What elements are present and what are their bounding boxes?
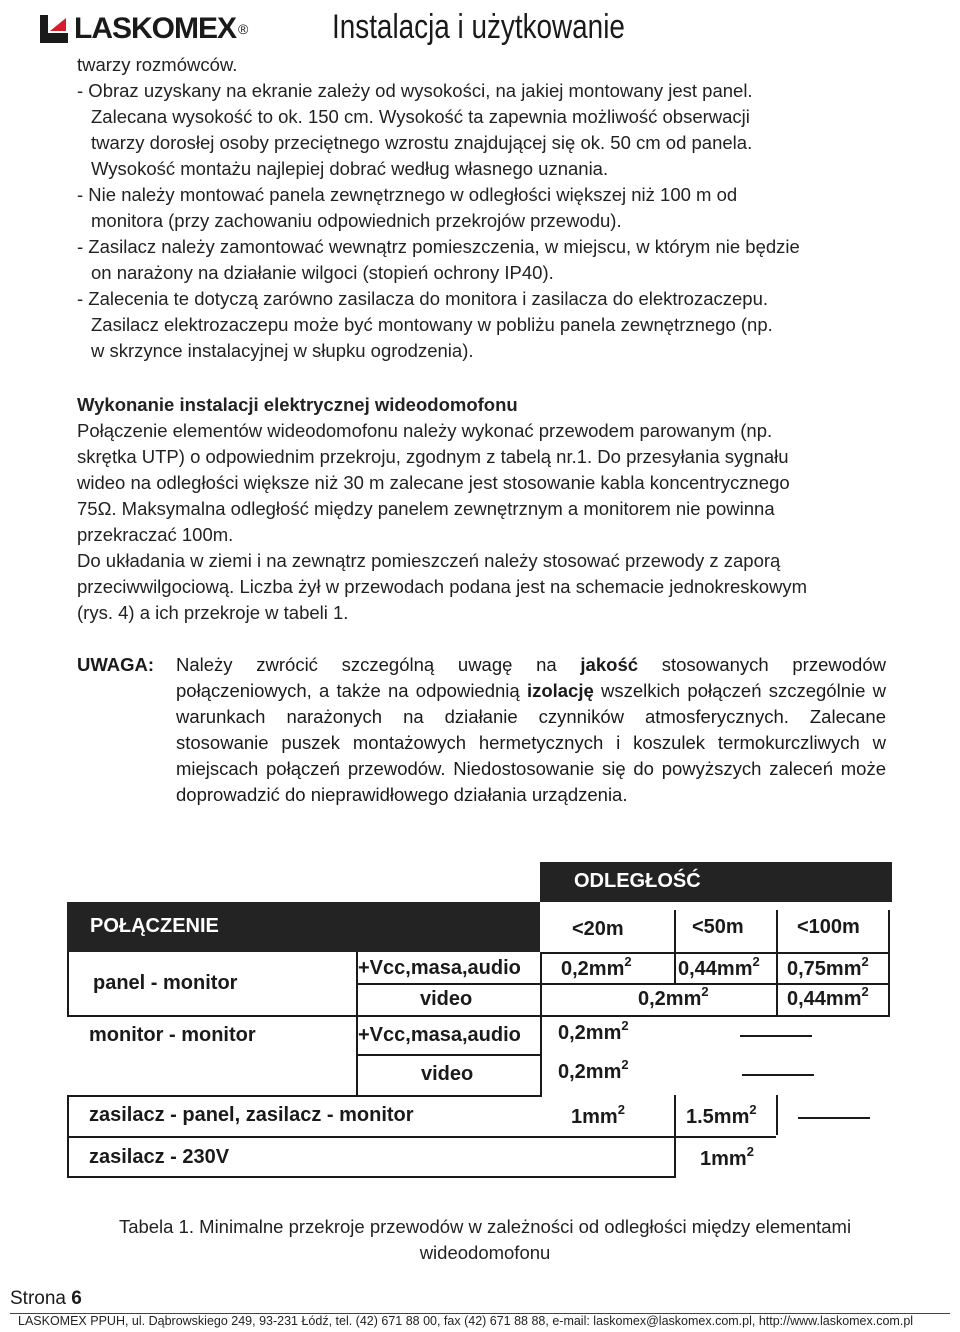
signal-video: video [420, 988, 473, 1010]
value-cell: $0,2mm^2$ [558, 1057, 629, 1083]
value-cell: $0,44mm^2$ [678, 954, 760, 980]
value-cell: $1.5mm^2$ [686, 1102, 757, 1128]
table-line [888, 910, 890, 1016]
table-line [67, 1095, 542, 1097]
list-item-1-cont: Wysokość montażu najlepiej dobrać według własnego uznania. [91, 158, 609, 179]
row-monitor-monitor: monitor - monitor [89, 1024, 256, 1046]
value-cell: $0,44mm^2$ [787, 984, 869, 1010]
installation-section [77, 392, 887, 626]
page-number: Strona 6 [10, 1288, 82, 1309]
list-item-3-cont: on narażony na działanie wilgoci (stopień ochrony IP40). [91, 262, 554, 283]
list-item-1: - Obraz uzyskany na ekranie zależy od wysokości, na jakiej montowany jest panel. [77, 80, 753, 101]
logo-mark-icon [40, 15, 68, 43]
warning-text: Należy zwrócić szczególną uwagę na jakość stosowanych przewodów połączeniowych, a także na odpowiednią izolację wszelkich połączeń szczególnie w warunkach narażonych na działanie czynników atmosferycznych. Zalecane stosowanie puszek montażowych hermetycznych i koszulek termokurczliwych w miejscach połączeń przewodów. Niedostosowanie się do powyższych zaleceń może doprowadzić do nieprawidłowego działania urządzenia. [176, 654, 886, 805]
table-line [776, 910, 778, 952]
list-item-2: - Nie należy montować panela zewnętrznego w odległości większej niż 100 m od [77, 184, 738, 205]
no-value-dash [742, 1074, 814, 1076]
row-zasilacz-panel: zasilacz - panel, zasilacz - monitor [89, 1104, 414, 1126]
connection-header: POŁĄCZENIE [90, 915, 219, 937]
list-item-2-cont: monitora (przy zachowaniu odpowiednich przekrojów przewodu). [91, 210, 622, 231]
laskomex-logo [40, 12, 248, 46]
value-cell: $0,2mm^2$ [638, 984, 709, 1010]
caption-line: wideodomofonu [419, 1242, 551, 1263]
row-zasilacz-230: zasilacz - 230V [89, 1146, 230, 1168]
value-cell: $0,75mm^2$ [787, 954, 869, 980]
no-value-dash [740, 1035, 812, 1037]
distance-col-20: <20m [572, 918, 624, 940]
signal-vcc: +Vcc,masa,audio [358, 957, 521, 979]
value-cell: $0,2mm^2$ [558, 1018, 629, 1044]
section-line: Połączenie elementów wideodomofonu należy wykonać przewodem parowanym (np. [77, 420, 773, 441]
intro-line: twarzy rozmówców. [77, 54, 238, 75]
section-line: 75Ω. Maksymalna odległość między panelem zewnętrznym a monitorem nie powinna [77, 498, 775, 519]
page-header [40, 10, 940, 50]
section-line: przekraczać 100m. [77, 524, 234, 545]
section-line: Do układania w ziemi i na zewnątrz pomieszczeń należy stosować przewody z zaporą [77, 550, 781, 571]
table-line [674, 910, 676, 952]
list-item-4-cont: Zasilacz elektrozaczepu może być montowany w pobliżu panela zewnętrznego (np. [91, 314, 773, 335]
list-item-4-cont: w skrzynce instalacyjnej w słupku ogrodzenia). [91, 340, 474, 361]
table-line [67, 1015, 890, 1017]
section-line: wideo na odległości większe niż 30 m zalecane jest stosowanie kabla koncentrycznego [77, 472, 790, 493]
page-footer: LASKOMEX PPUH, ul. Dąbrowskiego 249, 93-231 Łódź, tel. (42) 671 88 00, fax (42) 671 88 88, e-mail: laskomex@laskomex.com.pl, http://www.laskomex.com.pl [18, 1314, 914, 1328]
section-line: skrętka UTP) o odpowiednim przekroju, zgodnym z tabelą nr.1. Do przesyłania sygnału [77, 446, 789, 467]
warning-label: UWAGA: [77, 654, 155, 675]
section-line: (rys. 4) a ich przekroje w tabeli 1. [77, 602, 349, 623]
value-cell: $1mm^2$ [571, 1102, 625, 1128]
table-line [356, 1054, 540, 1056]
row-panel-monitor: panel - monitor [93, 972, 238, 994]
distance-col-100: <100m [797, 916, 860, 938]
table-line [67, 952, 69, 1015]
table-line [67, 1176, 676, 1178]
section-heading: Wykonanie instalacji elektrycznej wideodomofonu [77, 394, 518, 415]
header-title: Instalacja i użytkowanie [332, 8, 625, 46]
signal-vcc: +Vcc,masa,audio [358, 1024, 521, 1046]
list-item-3: - Zasilacz należy zamontować wewnątrz pomieszczenia, w miejscu, w którym nie będzie [77, 236, 800, 257]
caption-line: Tabela 1. Minimalne przekroje przewodów w zależności od odległości między elementami [118, 1216, 852, 1237]
value-cell: $0,2mm^2$ [561, 954, 632, 980]
table-line [540, 952, 542, 1095]
section-line: przeciwwilgociową. Liczba żył w przewodach podana jest na schemacie jednokreskowym [77, 576, 808, 597]
table-caption [60, 1214, 910, 1266]
no-value-dash [798, 1117, 870, 1119]
table-line [674, 952, 676, 983]
distance-header: ODLEGŁOŚĆ [574, 870, 701, 892]
table-line [356, 983, 890, 985]
registered-mark: ® [238, 21, 249, 37]
signal-video: video [421, 1063, 474, 1085]
logo-text: LASKOMEX [74, 12, 237, 45]
table-line [776, 952, 778, 1015]
value-cell: $1mm^2$ [700, 1144, 754, 1170]
list-item-1-cont: twarzy dorosłej osoby przeciętnego wzrostu znajdującej się ok. 50 cm od panela. [91, 132, 753, 153]
list-item-4: - Zalecenia te dotyczą zarówno zasilacza do monitora i zasilacza do elektrozaczepu. [77, 288, 769, 309]
table-line [67, 1136, 776, 1138]
table-line [776, 1095, 778, 1135]
intro-block [77, 52, 887, 364]
distance-col-50: <50m [692, 916, 744, 938]
list-item-1-cont: Zalecana wysokość to ok. 150 cm. Wysokość ta zapewnia możliwość obserwacji [91, 106, 750, 127]
table-line [540, 952, 890, 954]
